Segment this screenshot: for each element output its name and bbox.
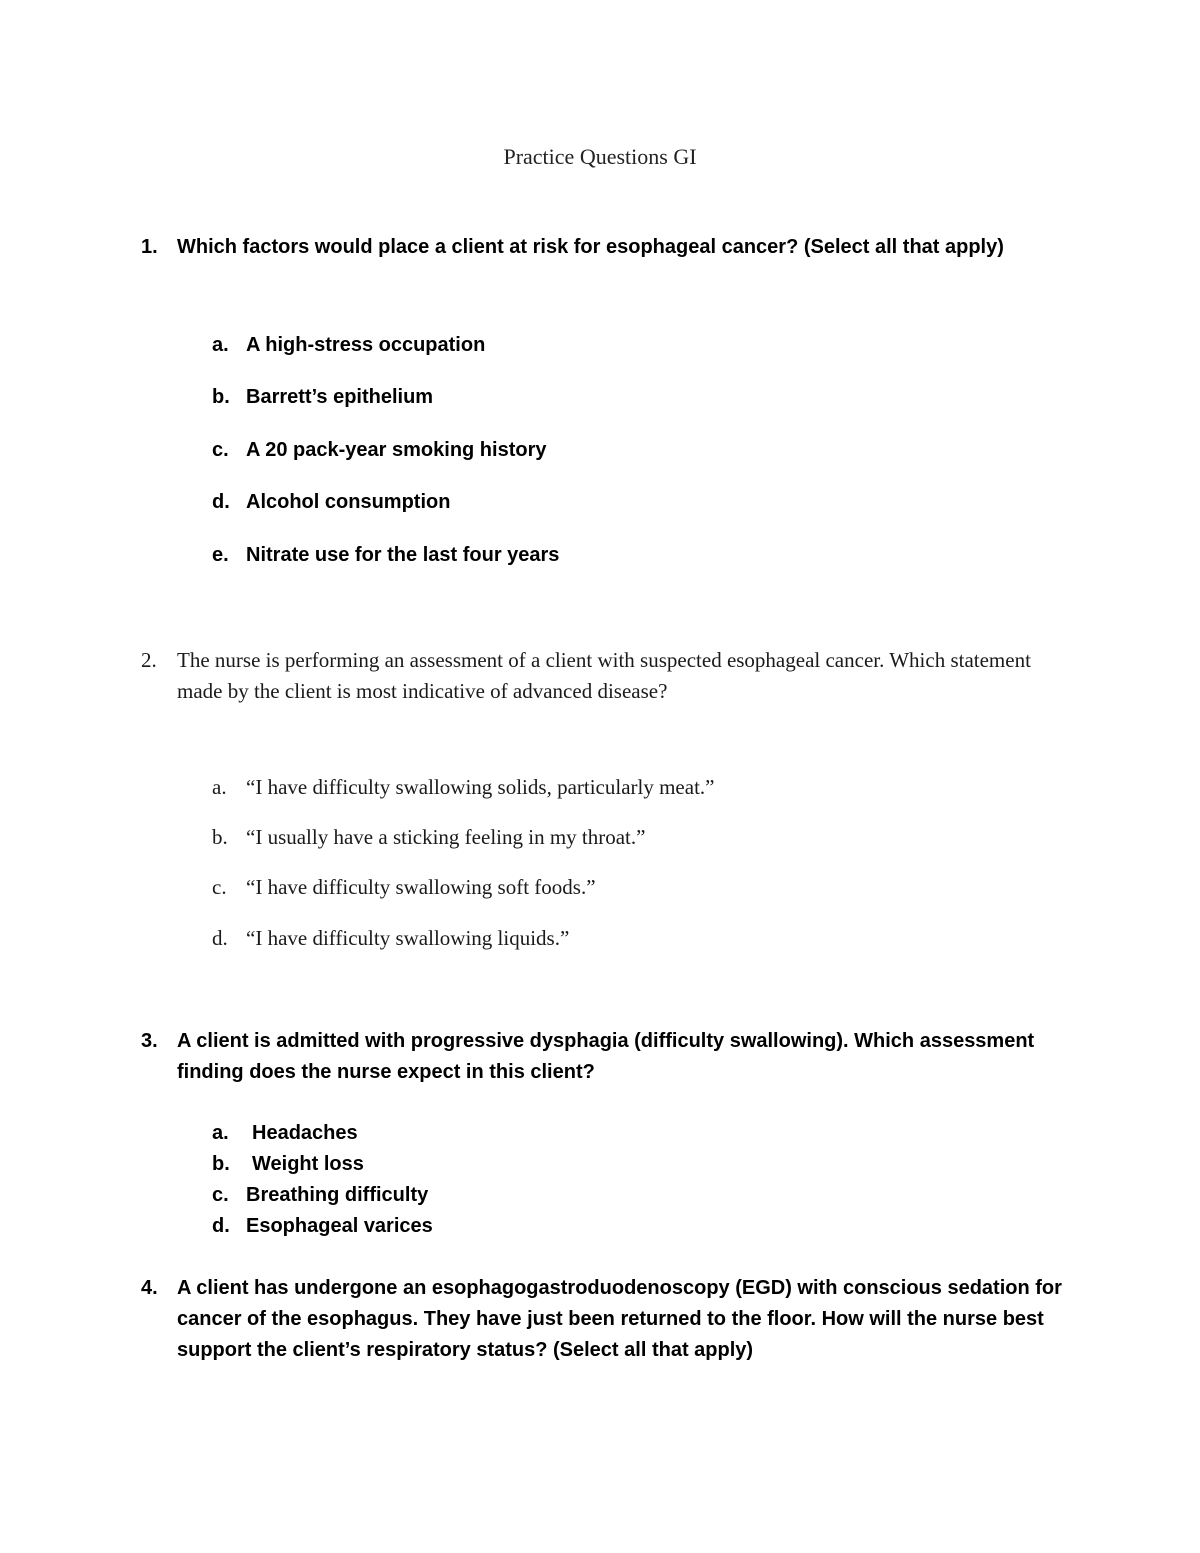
question-4-text: A client has undergone an esophagogastroduodenoscopy (EGD) with conscious sedation for cancer of the esophagus. They have just been returned to the floor. How will the nurse best support the client’s respiratory status? (Select all that apply) xyxy=(177,1277,1062,1361)
option-text: Weight loss xyxy=(252,1153,364,1175)
question-1-text: Which factors would place a client at risk for esophageal cancer? (Select all that apply) xyxy=(177,236,1004,258)
option-text: Barrett’s epithelium xyxy=(246,386,434,408)
question-1-option-a xyxy=(212,330,485,361)
option-text: A 20 pack-year smoking history xyxy=(246,439,547,461)
option-letter: d. xyxy=(212,1215,230,1237)
page-title: Practice Questions GI xyxy=(503,144,697,169)
question-2-option-d xyxy=(212,923,569,954)
option-letter: c. xyxy=(212,439,229,461)
option-text: “I usually have a sticking feeling in my throat.” xyxy=(246,825,646,849)
option-text: Nitrate use for the last four years xyxy=(246,544,560,566)
option-text: Alcohol consumption xyxy=(246,491,451,513)
question-2-option-a xyxy=(212,772,714,803)
option-text: “I have difficulty swallowing soft foods.” xyxy=(246,875,596,899)
question-3-number: 3. xyxy=(141,1030,158,1052)
option-text: Breathing difficulty xyxy=(246,1184,429,1206)
question-2-text: The nurse is performing an assessment of a client with suspected esophageal cancer. Which statement made by the client is most indicative of advanced disease? xyxy=(177,648,1031,703)
question-3-text: A client is admitted with progressive dysphagia (difficulty swallowing). Which assessment finding does the nurse expect in this client? xyxy=(177,1030,1035,1083)
option-text: Headaches xyxy=(252,1122,358,1144)
option-letter: b. xyxy=(212,825,228,849)
question-1-option-d xyxy=(212,487,450,518)
option-text: A high-stress occupation xyxy=(246,334,486,356)
question-1-option-e xyxy=(212,540,559,571)
question-1-number: 1. xyxy=(141,236,158,258)
question-2-number: 2. xyxy=(141,648,157,672)
question-3-option-b xyxy=(212,1149,364,1180)
question-3-option-d xyxy=(212,1211,433,1242)
option-text: “I have difficulty swallowing solids, particularly meat.” xyxy=(246,775,715,799)
option-text: Esophageal varices xyxy=(246,1215,433,1237)
option-letter: a. xyxy=(212,334,229,356)
option-letter: e. xyxy=(212,544,229,566)
question-1-option-b xyxy=(212,382,433,413)
option-letter: d. xyxy=(212,926,228,950)
option-letter: c. xyxy=(212,1184,229,1206)
option-letter: b. xyxy=(212,386,230,408)
question-3-option-a xyxy=(212,1118,358,1149)
option-letter: c. xyxy=(212,875,227,899)
option-letter: d. xyxy=(212,491,230,513)
question-3-option-c xyxy=(212,1180,428,1211)
question-2-option-b xyxy=(212,822,645,853)
option-text: “I have difficulty swallowing liquids.” xyxy=(246,926,570,950)
option-letter: a. xyxy=(212,775,227,799)
option-letter: b. xyxy=(212,1153,230,1175)
option-letter: a. xyxy=(212,1122,229,1144)
question-2-option-c xyxy=(212,872,596,903)
question-4-number: 4. xyxy=(141,1277,158,1299)
question-1-option-c xyxy=(212,435,547,466)
